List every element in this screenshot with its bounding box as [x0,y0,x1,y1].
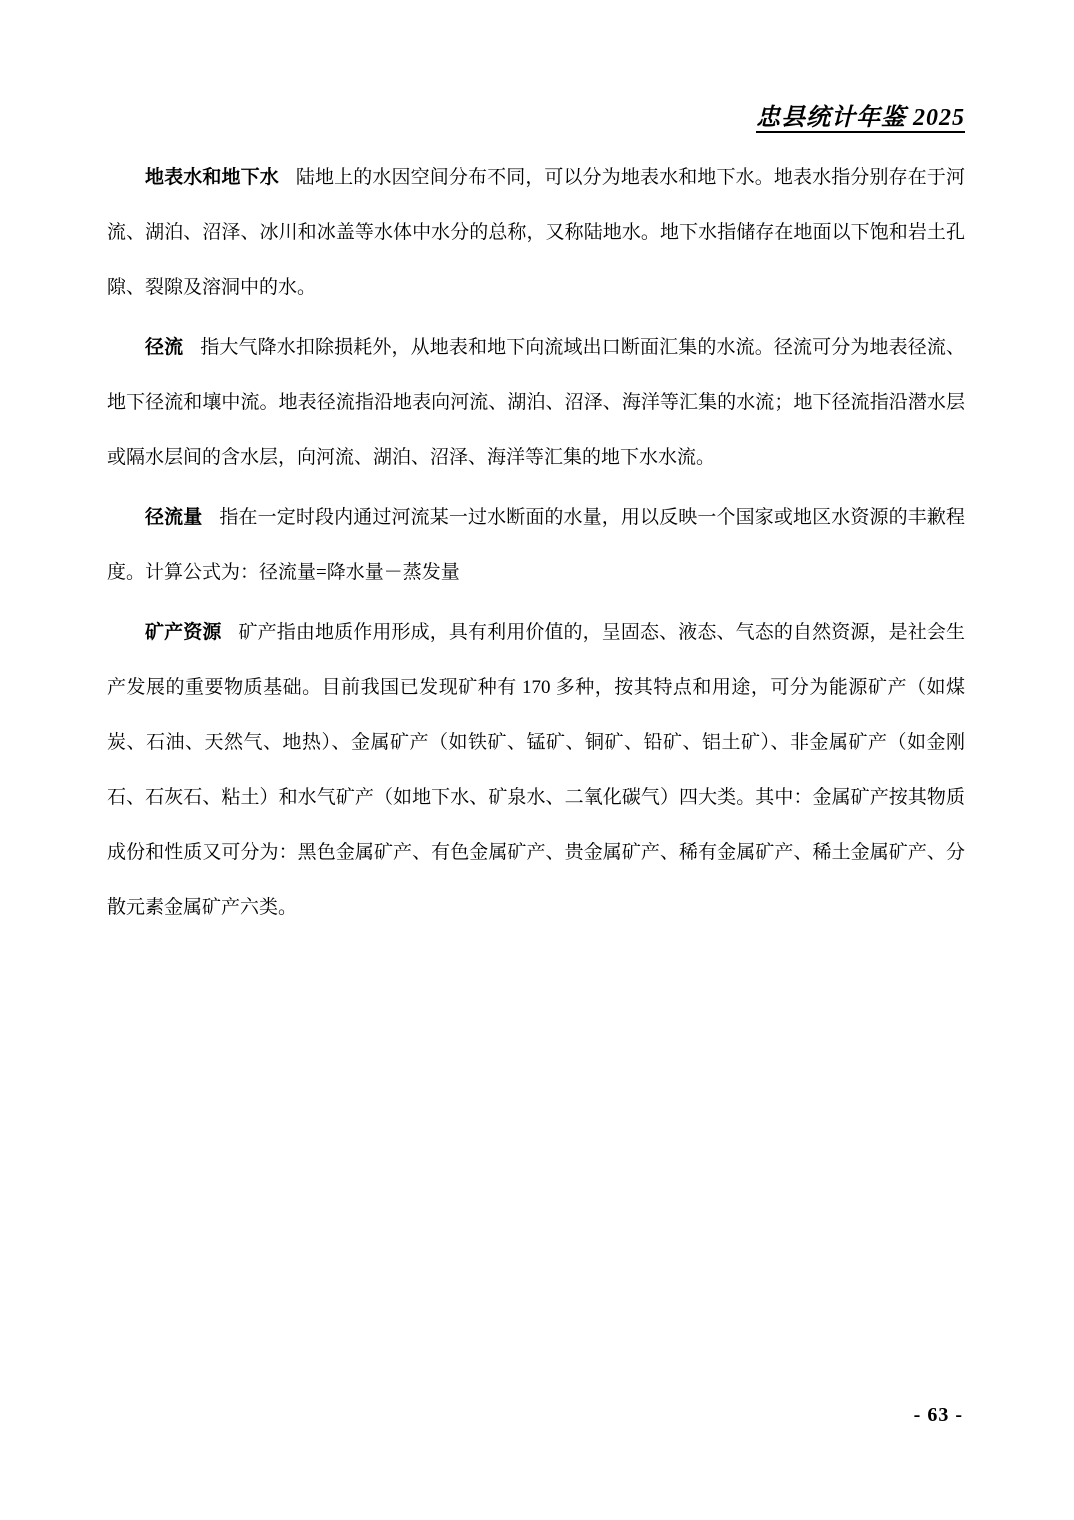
term-runoff-volume: 径流量 [145,507,203,528]
definition-paragraph-mineral-resources [107,605,965,935]
definition-text-runoff: 指大气降水扣除损耗外，从地表和地下向流域出口断面汇集的水流。径流可分为地表径流、地下径流和壤中流。地表径流指沿地表向河流、湖泊、沼泽、海洋等汇集的水流；地下径流指沿潜水层或隔水层间的含水层，向河流、湖泊、沼泽、海洋等汇集的地下水水流。 [107,337,965,468]
definitions-section [107,150,965,940]
term-mineral-resources: 矿产资源 [145,622,222,643]
term-runoff: 径流 [145,337,184,358]
definition-text-surface-and-ground-water: 陆地上的水因空间分布不同，可以分为地表水和地下水。地表水指分别存在于河流、湖泊、沼泽、冰川和冰盖等水体中水分的总称，又称陆地水。地下水指储存在地面以下饱和岩土孔隙、裂隙及溶洞中的水。 [107,167,965,298]
page-number: - 63 - [913,1404,963,1426]
definition-paragraph-runoff-volume [107,490,965,600]
definition-paragraph-surface-and-ground-water [107,150,965,315]
yearbook-title: 忠县统计年鉴 2025 [756,105,965,131]
definition-paragraph-runoff [107,320,965,485]
definition-text-mineral-resources: 矿产指由地质作用形成，具有利用价值的，呈固态、液态、气态的自然资源，是社会生产发展的重要物质基础。目前我国已发现矿种有 170 多种，按其特点和用途，可分为能源矿产（如煤炭、石油、天然气、地热）、金属矿产（如铁矿、锰矿、铜矿、铅矿、铝土矿）、非金属矿产（如金刚石、石灰石、粘土）和水气矿产（如地下水、矿泉水、二氧化碳气）四大类。其中：金属矿产按其物质成份和性质又可分为：黑色金属矿产、有色金属矿产、贵金属矿产、稀有金属矿产、稀土金属矿产、分散元素金属矿产六类。 [107,622,965,918]
term-surface-and-ground-water: 地表水和地下水 [145,167,279,188]
definition-text-runoff-volume: 指在一定时段内通过河流某一过水断面的水量，用以反映一个国家或地区水资源的丰歉程度。计算公式为：径流量=降水量－蒸发量 [107,507,965,583]
page-footer [914,1404,963,1427]
page-header [107,101,965,135]
